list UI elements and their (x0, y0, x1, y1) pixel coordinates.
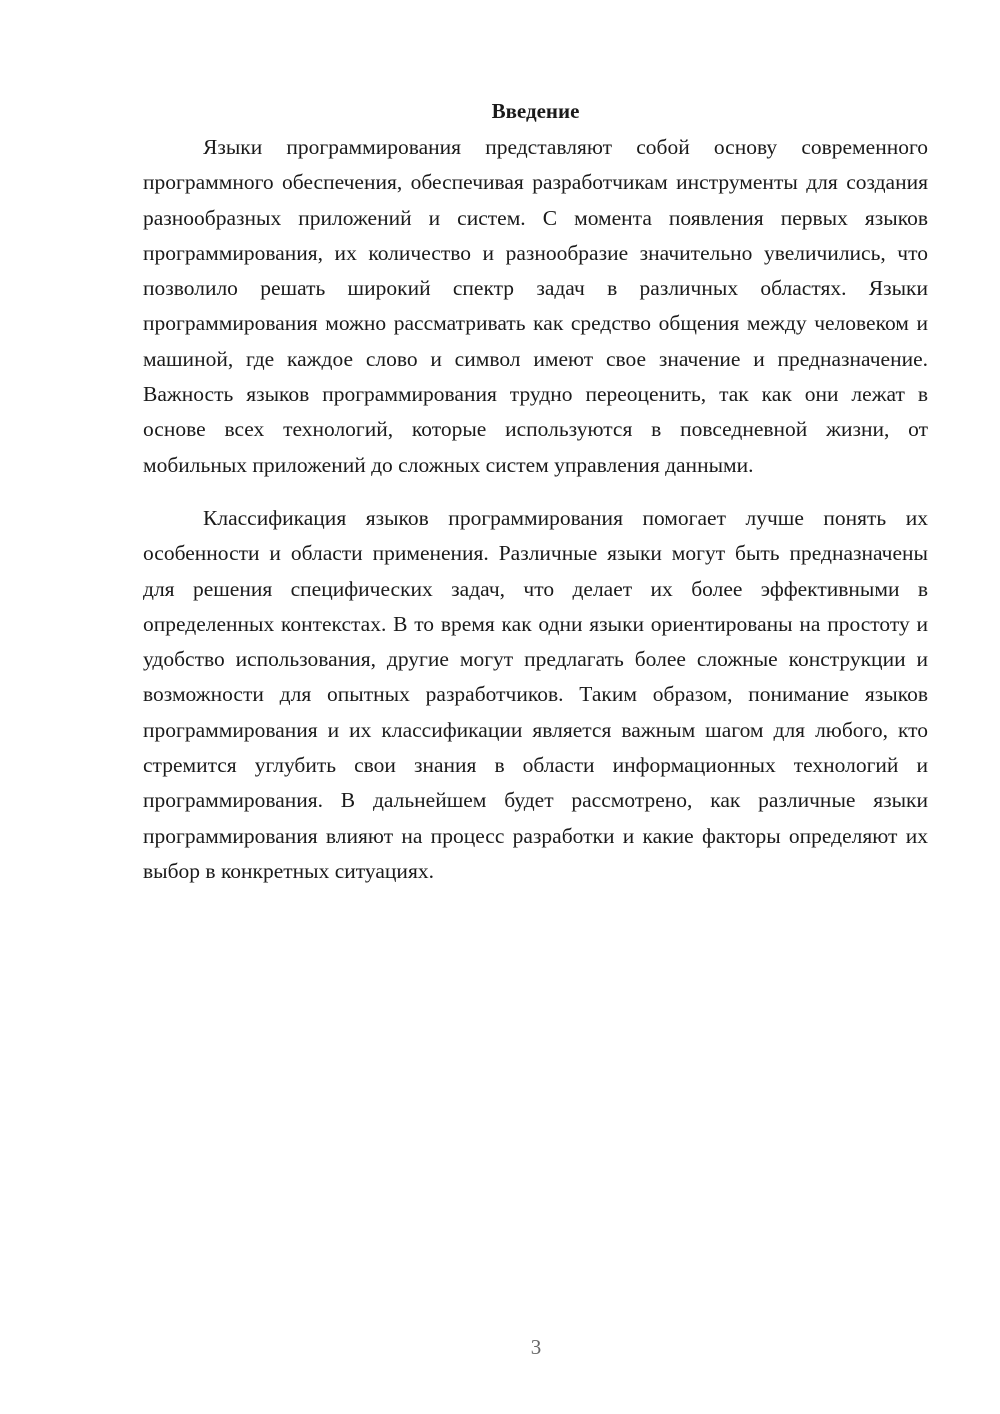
paragraph-2: Классификация языков программирования помогает лучше понять их особенности и области применения. Различные языки могут быть предназначены для решения специфических задач, что делает их более эффективными в определенных контекстах. В то время как одни языки ориентированы на простоту и удобство использования, другие могут предлагать более сложные конструкции и возможности для опытных разработчиков. Таким образом, понимание языков программирования и их классификации является важным шагом для любого, кто стремится углубить свои знания в области информационных технологий и программирования. В дальнейшем будет рассмотрено, как различные языки программирования влияют на процесс разработки и какие факторы определяют их выбор в конкретных ситуациях. (143, 505, 928, 883)
section-title: Введение (491, 99, 580, 123)
paragraph-1: Языки программирования представляют собой основу современного программного обеспечения, обеспечивая разработчикам инструменты для создания разнообразных приложений и систем. С момента появления первых языков программирования, их количество и разнообразие значительно увеличились, что позволило решать широкий спектр задач в различных областях. Языки программирования можно рассматривать как средство общения между человеком и машиной, где каждое слово и символ имеют свое значение и предназначение. Важность языков программирования трудно переоценить, так как они лежат в основе всех технологий, которые используются в повседневной жизни, от мобильных приложений до сложных систем управления данными. (143, 135, 928, 477)
page-number: 3 (530, 1335, 542, 1359)
page-content (143, 96, 928, 889)
